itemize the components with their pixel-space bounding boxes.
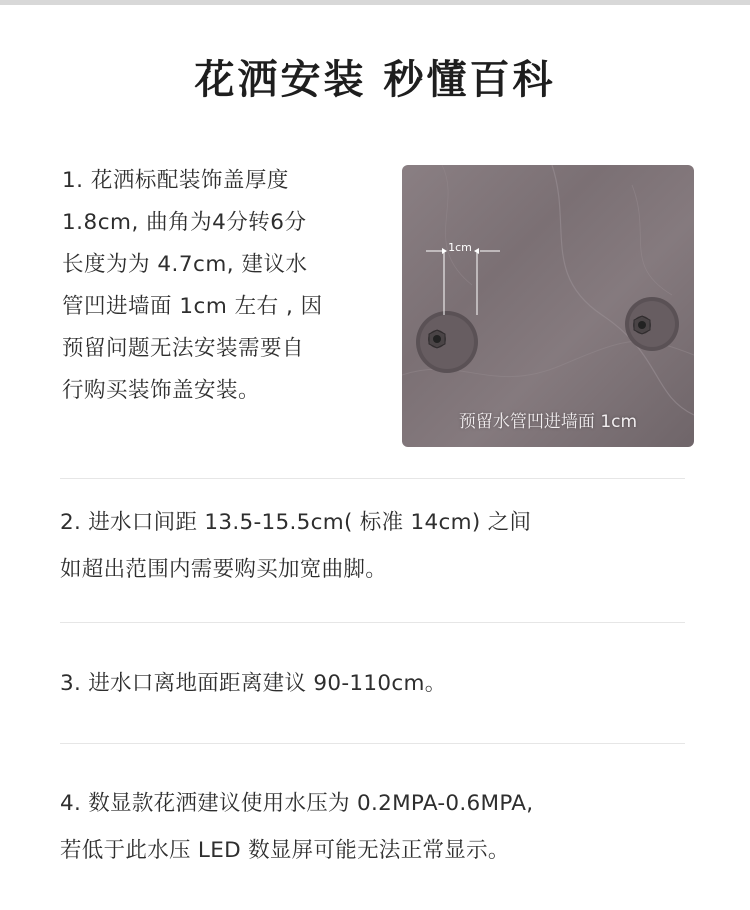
section-4-text bbox=[60, 780, 700, 874]
measure-label: 1cm bbox=[448, 241, 472, 254]
section-3-text bbox=[60, 660, 700, 707]
wall-pipe-photo bbox=[402, 165, 694, 447]
section-2-line: 2. 进水口间距 13.5-15.5cm( 标准 14cm) 之间 bbox=[60, 510, 532, 535]
section-1-line: 长度为为 4.7cm, 建议水 bbox=[62, 252, 308, 277]
section-1-line: 1. 花洒标配装饰盖厚度 bbox=[62, 168, 289, 193]
section-1-text bbox=[62, 160, 392, 412]
section-4-line: 若低于此水压 LED 数显屏可能无法正常显示。 bbox=[60, 838, 510, 863]
divider bbox=[60, 478, 685, 479]
section-1-line: 1.8cm, 曲角为4分转6分 bbox=[62, 210, 307, 235]
section-4-line: 4. 数显款花洒建议使用水压为 0.2MPA-0.6MPA, bbox=[60, 791, 534, 816]
divider bbox=[60, 622, 685, 623]
section-1-line: 行购买装饰盖安装。 bbox=[62, 378, 261, 403]
section-1-line: 管凹进墙面 1cm 左右 , 因 bbox=[62, 294, 323, 319]
top-divider-bar bbox=[0, 0, 750, 5]
section-2-line: 如超出范围内需要购买加宽曲脚。 bbox=[60, 557, 388, 582]
photo-caption: 预留水管凹进墙面 1cm bbox=[458, 412, 638, 432]
page-title: 花洒安装 秒懂百科 bbox=[194, 57, 556, 103]
divider bbox=[60, 743, 685, 744]
section-1-line: 预留问题无法安装需要自 bbox=[62, 336, 305, 361]
section-3-line: 3. 进水口离地面距离建议 90-110cm。 bbox=[60, 671, 447, 696]
section-2-text bbox=[60, 499, 700, 593]
wall-pipe-illustration bbox=[402, 165, 694, 447]
